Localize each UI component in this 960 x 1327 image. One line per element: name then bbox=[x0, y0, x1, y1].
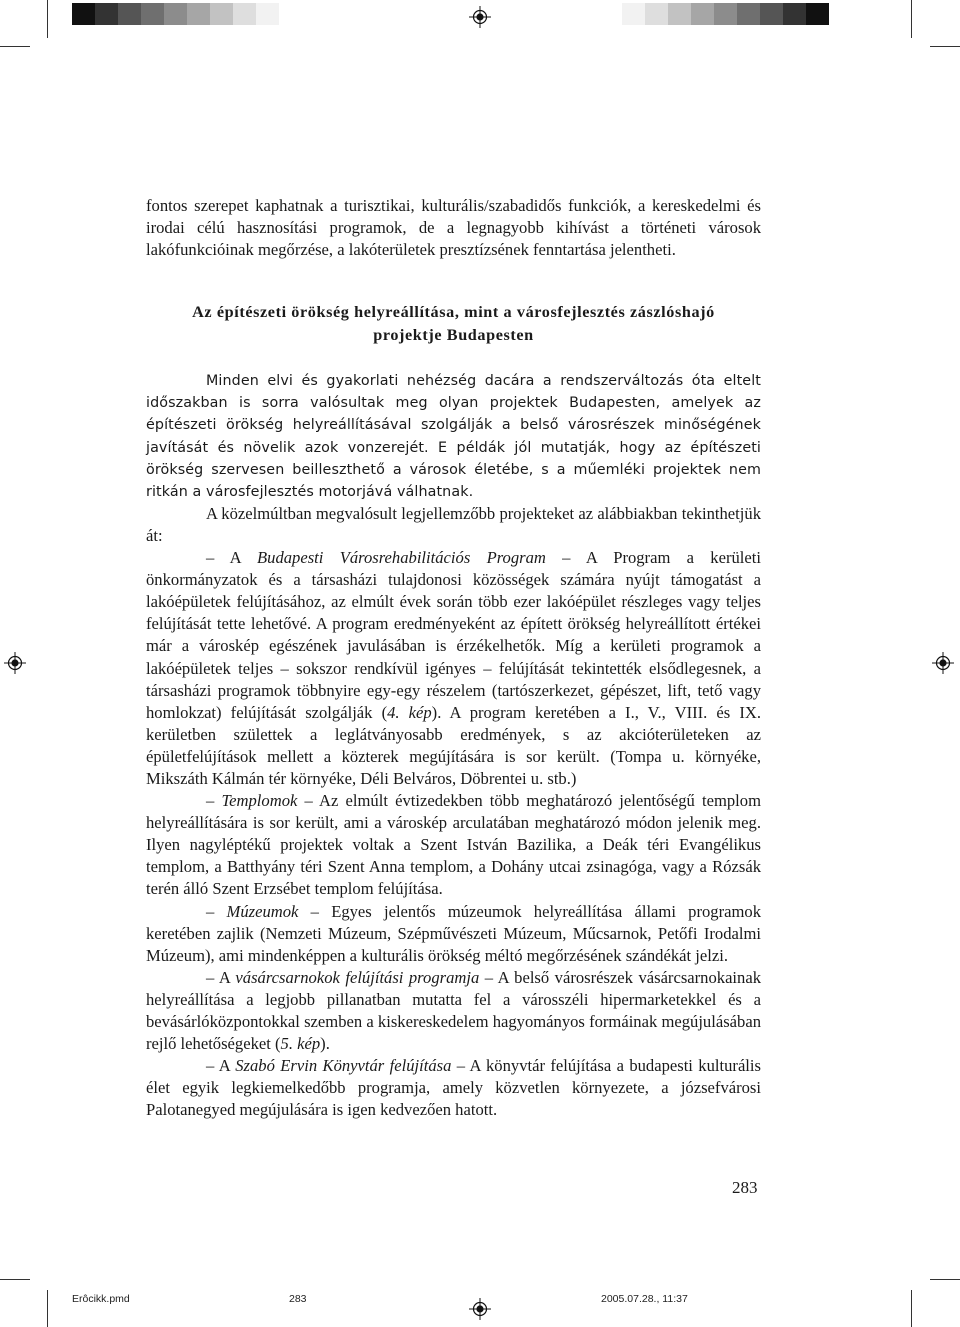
intro-paragraph: fontos szerepet kaphatnak a turisztikai, kulturális/szabadidős funkciók, a kereskedelmi és irodai célú hasznosítási programok, de a legnagyobb kihívást a történeti városok lakófunkcióinak megőrzése, a lakóterületek presztízsének fenntartása jelentheti. bbox=[146, 196, 761, 260]
footer-page: 283 bbox=[289, 1293, 307, 1305]
registration-swatch bbox=[187, 3, 210, 25]
item-text: – A könyvtár felújítása a budapesti kulturális élet egyik legkiemelkedőbb programja, amely közvetlen környezete, a józsefvárosi Palotanegyed megújulására is igen kedvezően hatott. bbox=[146, 1056, 761, 1120]
registration-swatch bbox=[118, 3, 141, 25]
crop-mark bbox=[911, 0, 912, 38]
footer-datetime: 2005.07.28., 11:37 bbox=[601, 1293, 688, 1305]
list-item bbox=[146, 547, 761, 790]
item-dash: – A bbox=[206, 967, 236, 987]
page-body bbox=[146, 195, 761, 1121]
figure-reference: 5. kép bbox=[280, 1034, 321, 1054]
registration-swatch bbox=[691, 3, 714, 25]
registration-swatch bbox=[164, 3, 187, 25]
section-title bbox=[146, 301, 761, 346]
item-text: – A belső városrészek vásárcsarnokainak helyreállítása a legjobb pillanatban mutatta fel a városszéli hipermarketekkel és a bevásárlóközpontokkal szemben a kiskereskedelem hagyományos formáinak megújulásában rejlő lehetőségeket ( bbox=[146, 967, 761, 1054]
item-dash: – A bbox=[206, 1056, 236, 1076]
item-title: vásárcsarnokok felújítási programja bbox=[235, 967, 480, 987]
registration-swatch bbox=[645, 3, 668, 25]
registration-swatch bbox=[737, 3, 760, 25]
crop-mark bbox=[47, 0, 48, 38]
registration-swatch bbox=[622, 3, 645, 25]
list-item bbox=[146, 1055, 761, 1121]
registration-swatch bbox=[668, 3, 691, 25]
item-dash: – bbox=[206, 791, 222, 811]
item-dash: – bbox=[206, 901, 227, 921]
item-text: – A Program a kerületi önkormányzatok és a társasházi tulajdonosi közösségek számára nyújt támogatást a lakóépületek felújításához, az elmúlt évek során több ezer lakóépület részleges vagy teljes felújítását tette lehetővé. A program eredményeként az épített örökség helyreállított értékei már a városkép egészének javulásában is érzékelhetők. Míg a kerületi programok a lakóépületek teljes – sokszor rendkívül igényes – felújítását tekintették elsődlegesnek, a társasházi programok többnyire egy-egy részelem (tartószerkezet, gépészet, lift, tető vagy homlokzat) felújítását szolgálják ( bbox=[146, 548, 761, 722]
registration-swatch bbox=[210, 3, 233, 25]
registration-swatch bbox=[256, 3, 279, 25]
item-dash: – A bbox=[206, 548, 258, 568]
registration-crosshair-icon bbox=[4, 652, 26, 674]
print-footer bbox=[0, 1293, 960, 1307]
paragraph: A közelmúltban megvalósult legjellemzőbb projekteket az alábbiakban tekinthetjük át: bbox=[146, 503, 761, 545]
figure-reference: 4. kép bbox=[387, 702, 432, 722]
registration-swatch bbox=[233, 3, 256, 25]
item-title: Szabó Ervin Könyvtár felújítása bbox=[235, 1056, 452, 1076]
item-text: ). bbox=[320, 1034, 330, 1054]
page-number: 283 bbox=[732, 1178, 758, 1197]
section-title-line-2: projektje Budapesten bbox=[373, 325, 534, 344]
list-item bbox=[146, 790, 761, 900]
registration-swatch bbox=[72, 3, 95, 25]
item-title: Templomok bbox=[221, 791, 298, 811]
item-title: Budapesti Városrehabilitációs Program bbox=[257, 548, 546, 568]
registration-bar-right bbox=[622, 3, 829, 25]
registration-swatch bbox=[714, 3, 737, 25]
crop-mark bbox=[930, 46, 960, 47]
registration-swatch bbox=[141, 3, 164, 25]
list-item bbox=[146, 901, 761, 967]
item-text: – Az elmúlt évtizedekben több meghatározó jelentőségű templom helyreállítására is sor került, ami a városkép arculatában meghatározó módon jelenik meg. Ilyen nagyléptékű projektek voltak a Szent István Bazilika, a Deák téri Evangélikus templom, a Batthyány téri Szent Anna templom, a Dohány utcai zsinagóga, vagy a Rózsák terén álló Szent Erzsébet templom felújítása. bbox=[146, 791, 761, 899]
section-title-line-1: Az építészeti örökség helyreállítása, mint a városfejlesztés zászlóshajó bbox=[192, 303, 715, 322]
crop-mark bbox=[930, 1279, 960, 1280]
list-item bbox=[146, 967, 761, 1055]
crop-mark bbox=[0, 46, 30, 47]
crop-mark bbox=[0, 1279, 30, 1280]
registration-crosshair-icon bbox=[932, 652, 954, 674]
item-text: ). A program keretében a I., V., VIII. és IX. kerületben születtek a leglátványosabb eredmények, s az akcióterületeken az épületfelújítások mellett a közterek megújítására is sor került. (Tompa u. környéke, Mikszáth Kálmán tér környéke, Déli Belváros, Döbrentei u. stb.) bbox=[146, 702, 761, 788]
item-title: Múzeumok bbox=[226, 901, 299, 921]
registration-swatch bbox=[95, 3, 118, 25]
registration-crosshair-icon bbox=[469, 6, 491, 28]
item-text: – Egyes jelentős múzeumok helyreállítása állami programok keretében zajlik (Nemzeti Múzeum, Szépművészeti Múzeum, Műcsarnok, Petőfi Irodalmi Múzeum), ami mindenképpen a kulturális örökség méltó megőrzésének szándékát jelzi. bbox=[146, 901, 761, 965]
registration-swatch bbox=[783, 3, 806, 25]
paragraph: Minden elvi és gyakorlati nehézség dacára a rendszerváltozás óta eltelt időszakban is sorra valósultak meg olyan projektek Budapesten, amelyek az építészeti örökség helyreállításával szolgálják a belső városrészek minőségének javítását és növelik azok vonzerejét. E példák jól mutatják, hogy az építészeti örökség szervesen beilleszthető a városok életébe, s a műemléki projektek nem ritkán a városfejlesztés motorjává válhatnak. bbox=[146, 373, 761, 500]
registration-swatch bbox=[806, 3, 829, 25]
registration-bar-left bbox=[72, 3, 279, 25]
registration-swatch bbox=[760, 3, 783, 25]
footer-filename: Erôcikk.pmd bbox=[72, 1293, 130, 1305]
